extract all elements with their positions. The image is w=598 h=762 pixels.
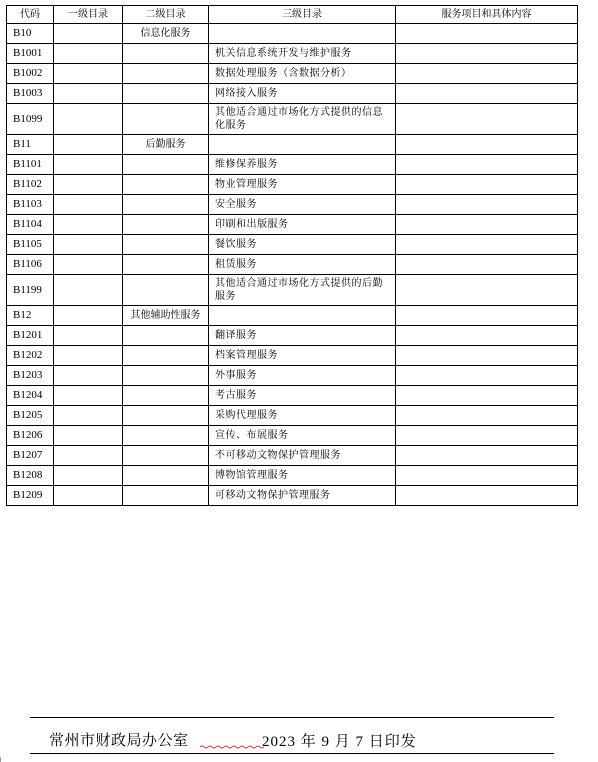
cell-level1	[54, 44, 123, 64]
cell-level1	[54, 446, 123, 466]
cell-level3: 其他适合通过市场化方式提供的后勤服务	[209, 275, 396, 306]
cell-level3: 物业管理服务	[209, 175, 396, 195]
table-row	[7, 195, 578, 215]
cell-level1	[54, 306, 123, 326]
cell-level2	[123, 486, 209, 506]
cell-level2	[123, 104, 209, 135]
cell-level1	[54, 64, 123, 84]
cell-level2: 其他辅助性服务	[123, 306, 209, 326]
cell-code: B1003	[7, 84, 54, 104]
cell-level3: 博物馆管理服务	[209, 466, 396, 486]
table-row	[7, 306, 578, 326]
cell-content	[396, 84, 578, 104]
cell-code: B1205	[7, 406, 54, 426]
cell-content	[396, 135, 578, 155]
cell-level2	[123, 175, 209, 195]
cell-level3: 印刷和出版服务	[209, 215, 396, 235]
cell-level1	[54, 326, 123, 346]
cell-code: B1106	[7, 255, 54, 275]
cell-content	[396, 446, 578, 466]
cell-level1	[54, 406, 123, 426]
issue-date: 2023 年 9 月 7 日印发	[262, 734, 417, 750]
table-body	[7, 24, 578, 506]
cell-code: B1104	[7, 215, 54, 235]
cell-content	[396, 215, 578, 235]
table-row	[7, 366, 578, 386]
cell-level2	[123, 235, 209, 255]
cell-level3: 可移动文物保护管理服务	[209, 486, 396, 506]
header-level2: 二级目录	[123, 6, 209, 24]
cell-code: B1002	[7, 64, 54, 84]
cell-content	[396, 64, 578, 84]
cell-content	[396, 306, 578, 326]
cell-level1	[54, 426, 123, 446]
footer-bottom-rule	[30, 753, 554, 754]
cell-content	[396, 326, 578, 346]
cell-level3: 数据处理服务（含数据分析）	[209, 64, 396, 84]
cell-content	[396, 406, 578, 426]
cell-content	[396, 386, 578, 406]
header-level3: 三级目录	[209, 6, 396, 24]
table-header-row	[7, 6, 578, 24]
cell-content	[396, 195, 578, 215]
cell-level3: 安全服务	[209, 195, 396, 215]
footer-top-rule	[30, 717, 554, 718]
cell-level2	[123, 426, 209, 446]
cell-level3: 外事服务	[209, 366, 396, 386]
cell-content	[396, 426, 578, 446]
cell-level2	[123, 275, 209, 306]
cell-code: B1202	[7, 346, 54, 366]
cell-code: B1103	[7, 195, 54, 215]
cell-code: B1105	[7, 235, 54, 255]
cell-level2	[123, 255, 209, 275]
cell-level1	[54, 195, 123, 215]
cell-code: B1201	[7, 326, 54, 346]
cell-level2	[123, 466, 209, 486]
table-row	[7, 215, 578, 235]
cell-content	[396, 24, 578, 44]
cell-level2: 信息化服务	[123, 24, 209, 44]
cell-code: B1206	[7, 426, 54, 446]
issuing-office: 常州市财政局办公室	[49, 731, 189, 749]
cell-code: B10	[7, 24, 54, 44]
table-row	[7, 275, 578, 306]
cell-level3: 不可移动文物保护管理服务	[209, 446, 396, 466]
cell-content	[396, 235, 578, 255]
table-row	[7, 135, 578, 155]
cell-level3: 采购代理服务	[209, 406, 396, 426]
cell-level2: 后勤服务	[123, 135, 209, 155]
cell-code: B1208	[7, 466, 54, 486]
cell-level2	[123, 366, 209, 386]
cell-level2	[123, 64, 209, 84]
cell-code: B1207	[7, 446, 54, 466]
cell-level3	[209, 306, 396, 326]
table-row	[7, 175, 578, 195]
cell-level3	[209, 135, 396, 155]
cell-content	[396, 175, 578, 195]
cell-code: B1203	[7, 366, 54, 386]
cell-level3: 餐饮服务	[209, 235, 396, 255]
cell-level2	[123, 446, 209, 466]
cell-code: B1204	[7, 386, 54, 406]
cell-level2	[123, 326, 209, 346]
cell-content	[396, 275, 578, 306]
cell-content	[396, 346, 578, 366]
cell-level3: 机关信息系统开发与维护服务	[209, 44, 396, 64]
cell-code: B11	[7, 135, 54, 155]
cell-code: B1001	[7, 44, 54, 64]
cell-content	[396, 466, 578, 486]
cell-content	[396, 44, 578, 64]
cell-level2	[123, 44, 209, 64]
table-row	[7, 24, 578, 44]
cell-level3: 档案管理服务	[209, 346, 396, 366]
cell-level1	[54, 255, 123, 275]
table-row	[7, 466, 578, 486]
spellcheck-underline	[200, 745, 264, 749]
table-row	[7, 155, 578, 175]
cell-level2	[123, 406, 209, 426]
table-row	[7, 486, 578, 506]
cell-level1	[54, 155, 123, 175]
table-row	[7, 426, 578, 446]
cell-code: B1209	[7, 486, 54, 506]
table-row	[7, 386, 578, 406]
cell-level1	[54, 486, 123, 506]
cell-level1	[54, 104, 123, 135]
cell-level1	[54, 24, 123, 44]
cell-level3: 其他适合通过市场化方式提供的信息化服务	[209, 104, 396, 135]
cell-level1	[54, 175, 123, 195]
header-content: 服务项目和具体内容	[396, 6, 578, 24]
cell-level3: 宣传、布展服务	[209, 426, 396, 446]
table-row	[7, 346, 578, 366]
table-row	[7, 406, 578, 426]
cell-content	[396, 155, 578, 175]
cell-level3: 考古服务	[209, 386, 396, 406]
cell-code: B1101	[7, 155, 54, 175]
cell-content	[396, 366, 578, 386]
cell-level1	[54, 346, 123, 366]
cell-level2	[123, 386, 209, 406]
cell-level2	[123, 155, 209, 175]
cell-level3: 翻译服务	[209, 326, 396, 346]
cell-level1	[54, 466, 123, 486]
cell-level1	[54, 215, 123, 235]
cell-content	[396, 486, 578, 506]
table-row	[7, 64, 578, 84]
cell-code: B1102	[7, 175, 54, 195]
header-level1: 一级目录	[54, 6, 123, 24]
cell-content	[396, 255, 578, 275]
table-row	[7, 84, 578, 104]
table-row	[7, 446, 578, 466]
cell-level1	[54, 135, 123, 155]
cell-level2	[123, 84, 209, 104]
table-row	[7, 104, 578, 135]
cell-level1	[54, 275, 123, 306]
header-code: 代码	[7, 6, 54, 24]
cell-level2	[123, 195, 209, 215]
service-catalog-table	[6, 5, 578, 506]
cell-level3: 网络接入服务	[209, 84, 396, 104]
table-row	[7, 235, 578, 255]
cell-level2	[123, 215, 209, 235]
cell-level1	[54, 366, 123, 386]
cell-content	[396, 104, 578, 135]
cell-code: B1099	[7, 104, 54, 135]
cell-level3: 租赁服务	[209, 255, 396, 275]
table-row	[7, 255, 578, 275]
table-row	[7, 44, 578, 64]
cell-level1	[54, 386, 123, 406]
cell-level3	[209, 24, 396, 44]
cell-level1	[54, 235, 123, 255]
page-corner-mark	[0, 757, 7, 762]
cell-code: B12	[7, 306, 54, 326]
cell-level2	[123, 346, 209, 366]
cell-level1	[54, 84, 123, 104]
cell-level3: 维修保养服务	[209, 155, 396, 175]
table-row	[7, 326, 578, 346]
cell-code: B1199	[7, 275, 54, 306]
